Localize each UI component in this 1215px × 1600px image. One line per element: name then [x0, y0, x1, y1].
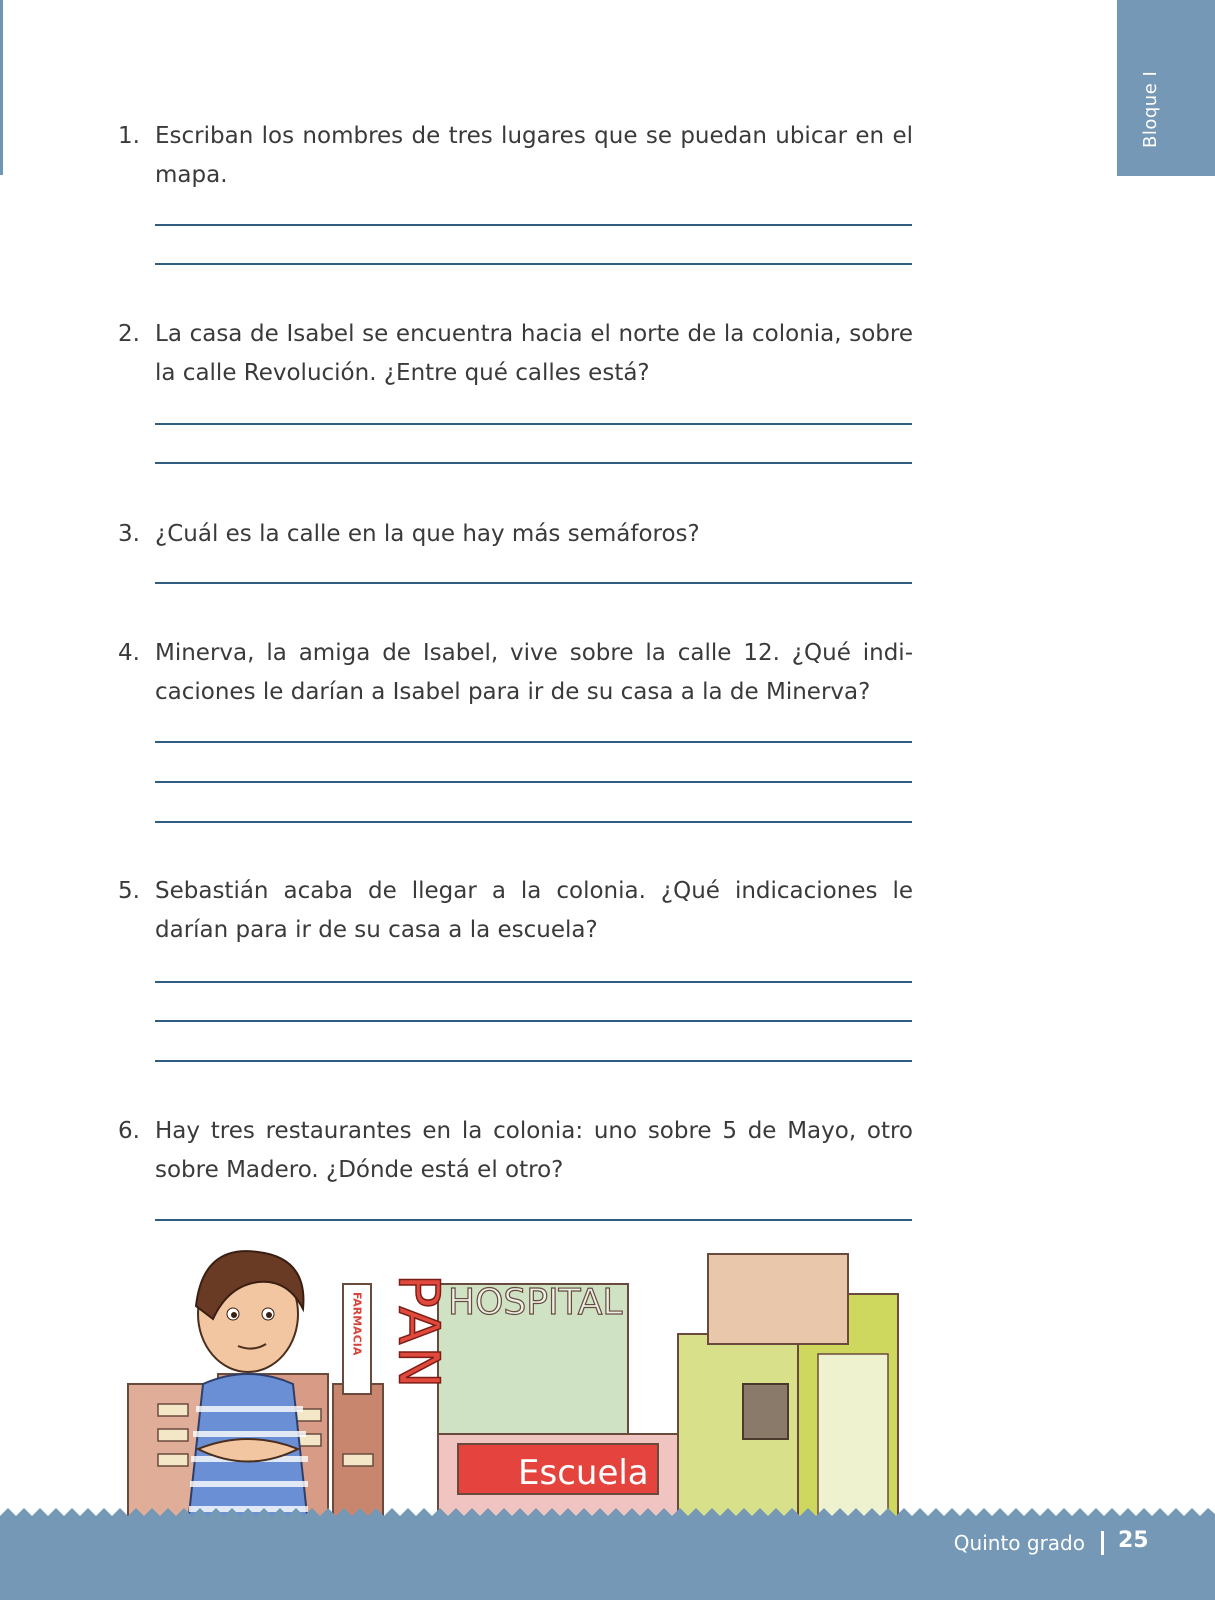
- question-2: [118, 315, 913, 393]
- question-number: 6.: [118, 1118, 140, 1144]
- answer-line[interactable]: [155, 1060, 912, 1062]
- question-1: [118, 117, 913, 195]
- answer-line[interactable]: [155, 462, 912, 464]
- answer-line[interactable]: [155, 741, 912, 743]
- answer-line[interactable]: [155, 224, 912, 226]
- question-text: Minerva, la amiga de Isabel, vive sobre la calle 12. ¿Qué indi-caciones le darían a Isabel para ir de su casa a la de Minerva?: [155, 640, 913, 705]
- answer-line[interactable]: [155, 423, 912, 425]
- bloque-tab-zigzag: [1117, 160, 1215, 180]
- farmacia-sign: FARMACIA: [350, 1292, 364, 1356]
- page-number: 25: [1118, 1528, 1149, 1553]
- escuela-sign: Escuela: [518, 1453, 649, 1493]
- question-number: 1.: [118, 123, 140, 149]
- hospital-sign: HOSPITAL: [448, 1282, 623, 1323]
- question-number: 4.: [118, 640, 140, 666]
- boy-figure: [188, 1251, 308, 1524]
- footer-grade: Quinto grado: [953, 1531, 1085, 1555]
- answer-line[interactable]: [155, 1020, 912, 1022]
- question-5: [118, 872, 913, 950]
- answer-line[interactable]: [155, 781, 912, 783]
- street-illustration: [118, 1234, 918, 1534]
- question-number: 5.: [118, 878, 140, 904]
- question-text: ¿Cuál es la calle en la que hay más semáforos?: [155, 521, 700, 547]
- bloque-tab: [1117, 0, 1215, 176]
- answer-line[interactable]: [155, 821, 912, 823]
- question-6: [118, 1112, 913, 1190]
- footer-separator: [1101, 1531, 1104, 1555]
- answer-line[interactable]: [155, 981, 912, 983]
- question-4: [118, 634, 913, 712]
- question-text: Escriban los nombres de tres lugares que se puedan ubicar en el mapa.: [155, 123, 913, 188]
- bloque-label: Bloque I: [1140, 70, 1161, 148]
- question-3: [118, 515, 913, 554]
- question-number: 3.: [118, 521, 140, 547]
- pan-sign: PAN: [385, 1274, 451, 1391]
- question-text: Sebastián acaba de llegar a la colonia. ¿Qué indicaciones le darían para ir de su casa a la escuela?: [155, 878, 913, 943]
- question-text: Hay tres restaurantes en la colonia: uno sobre 5 de Mayo, otro sobre Madero. ¿Dónde está el otro?: [155, 1118, 913, 1183]
- left-margin-rule: [0, 0, 3, 175]
- question-number: 2.: [118, 321, 140, 347]
- answer-line[interactable]: [155, 1219, 912, 1221]
- answer-line[interactable]: [155, 582, 912, 584]
- answer-line[interactable]: [155, 263, 912, 265]
- question-text: La casa de Isabel se encuentra hacia el norte de la colonia, sobre la calle Revolución. ¿Entre qué calles está?: [155, 321, 913, 386]
